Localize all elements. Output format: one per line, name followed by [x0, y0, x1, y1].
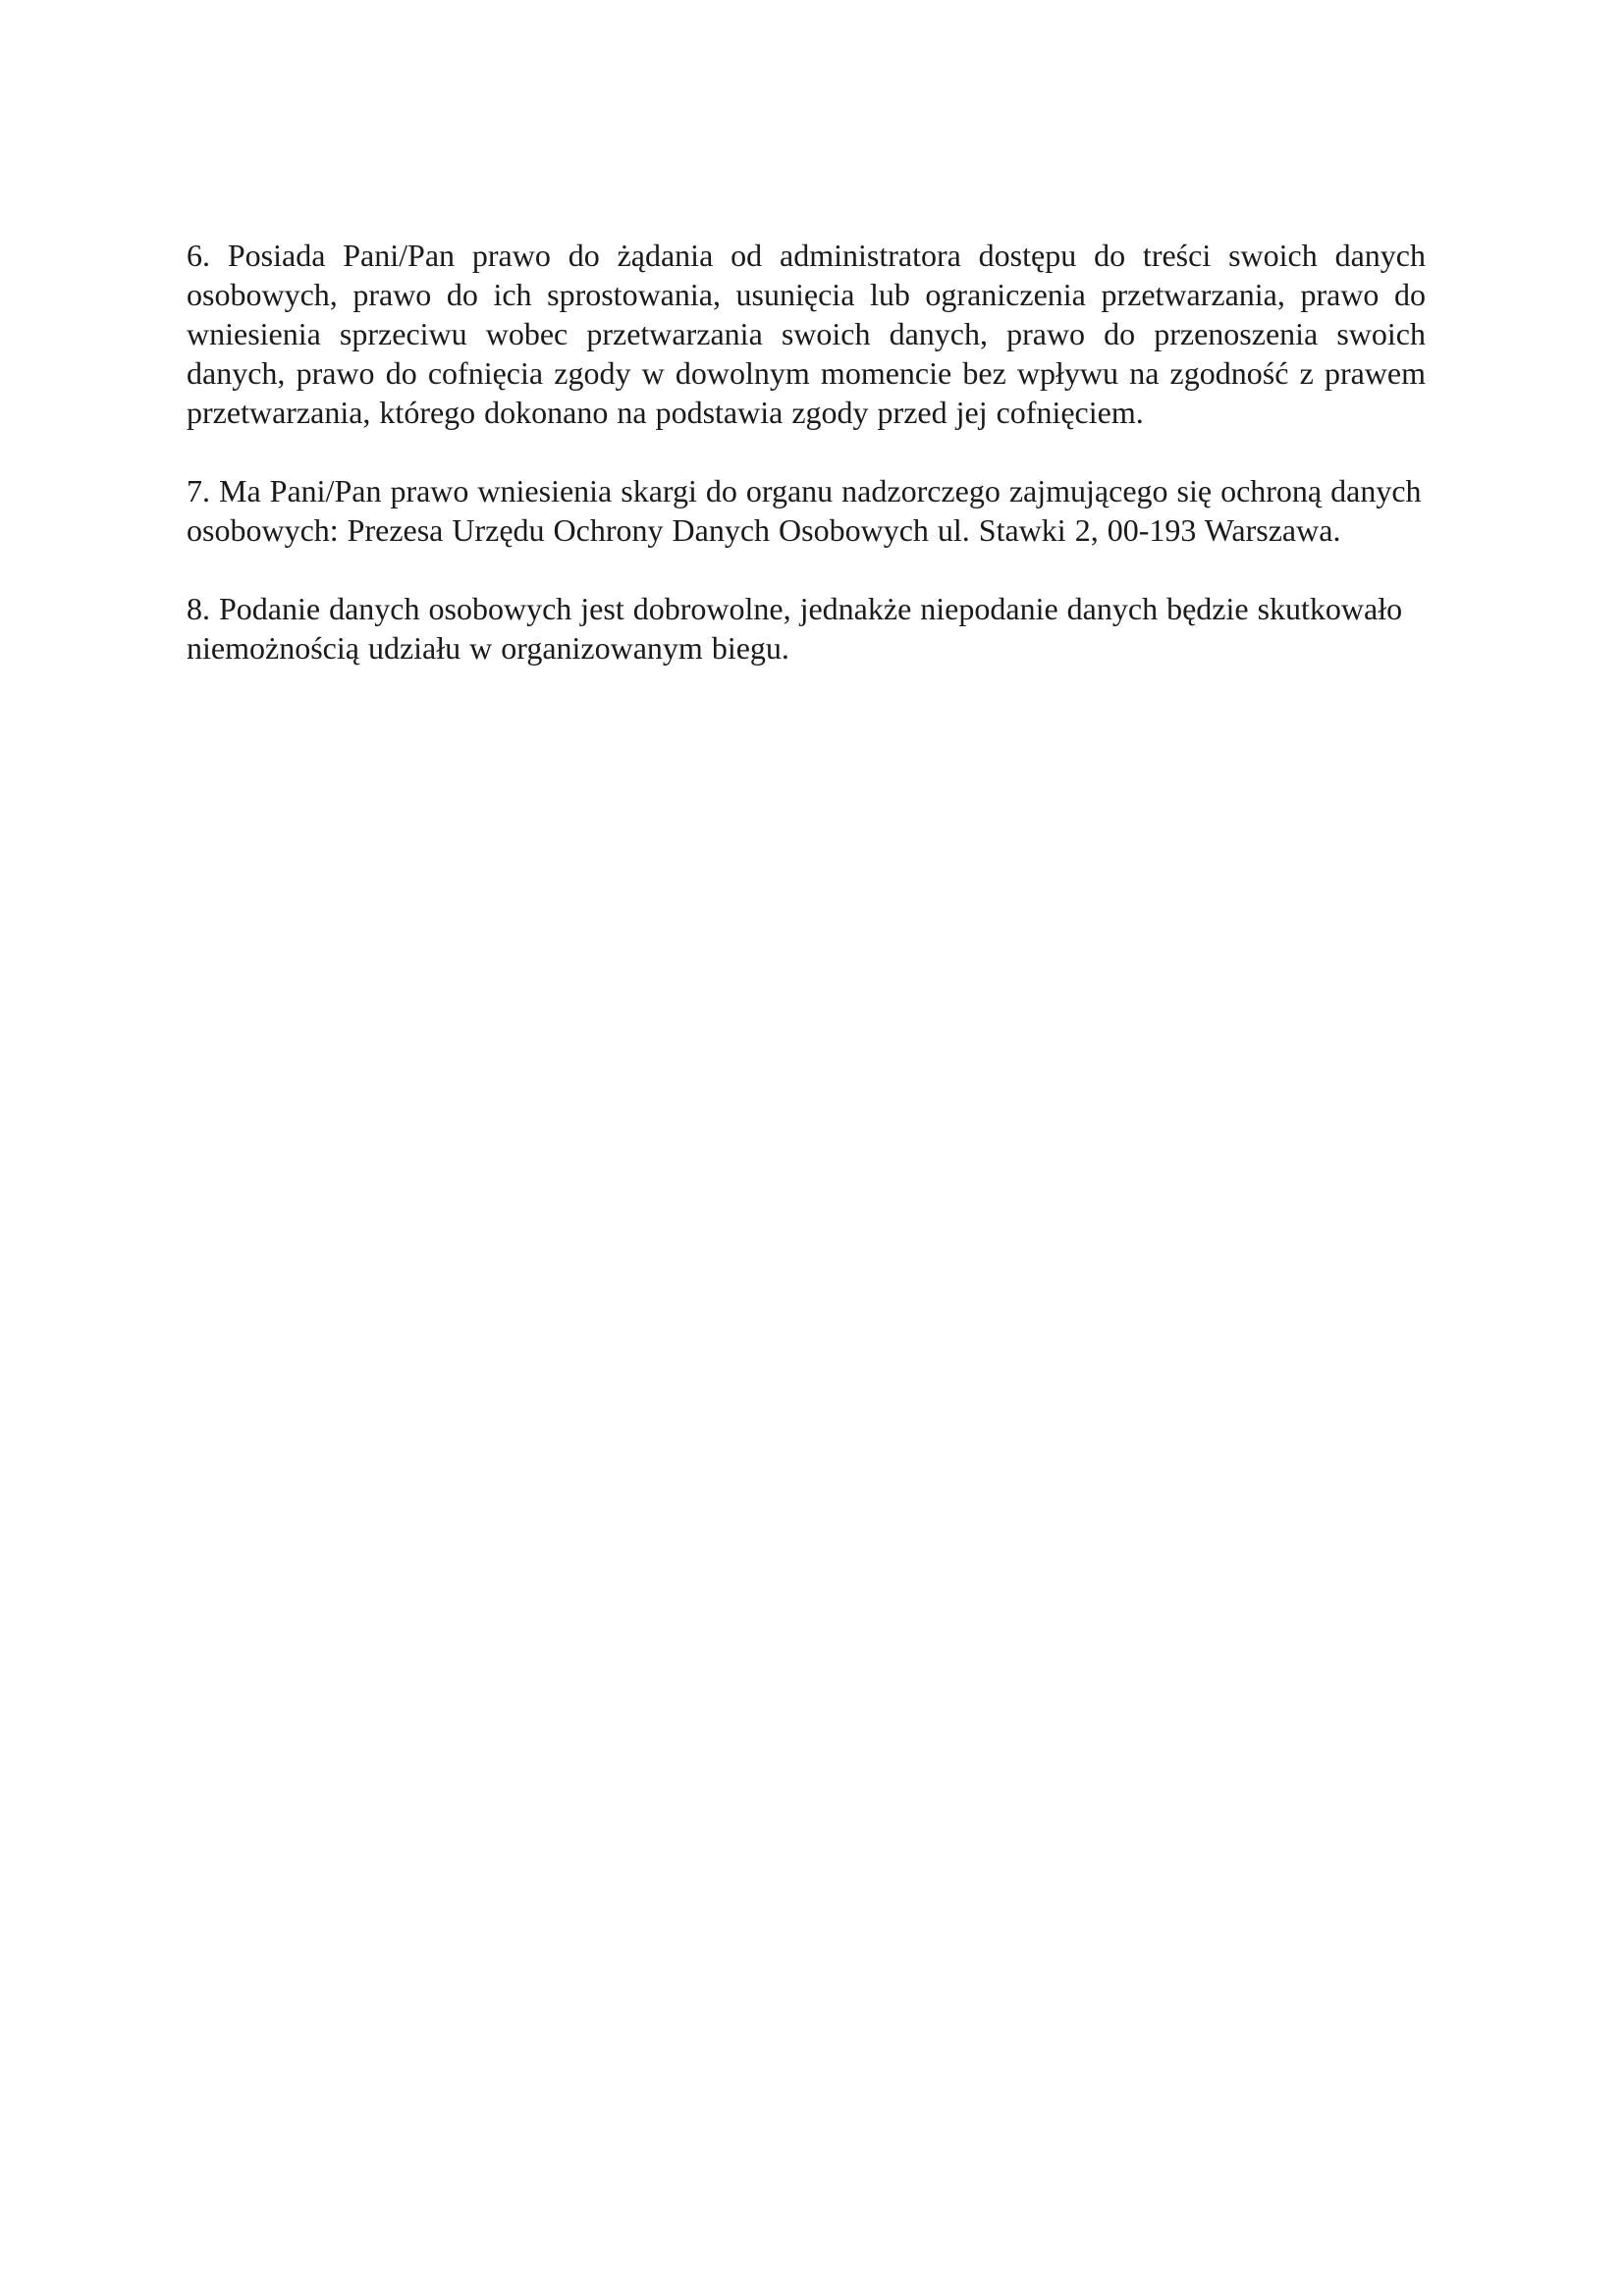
paragraph-8-voluntary-data: 8. Podanie danych osobowych jest dobrowolne, jednakże niepodanie danych będzie skutkowało niemożnością udziału w organizowanym biegu. [187, 591, 1403, 666]
paragraph-6-data-access-rights: 6. Posiada Pani/Pan prawo do żądania od administratora dostępu do treści swoich danych osobowych, prawo do ich sprostowania, usunięcia lub ograniczenia przetwarzania, prawo do wniesienia sprzeciwu wobec przetwarzania swoich danych, prawo do przenoszenia swoich danych, prawo do cofnięcia zgody w dowolnym momencie bez wpływu na zgodność z prawem przetwarzania, którego dokonano na podstawia zgody przed jej cofnięciem. [187, 238, 1426, 430]
paragraph-7-complaint-right: 7. Ma Pani/Pan prawo wniesienia skargi do organu nadzorczego zajmującego się ochroną danych osobowych: Prezesa Urzędu Ochrony Danych Osobowych ul. Stawki 2, 00-193 Warszawa. [187, 473, 1422, 548]
